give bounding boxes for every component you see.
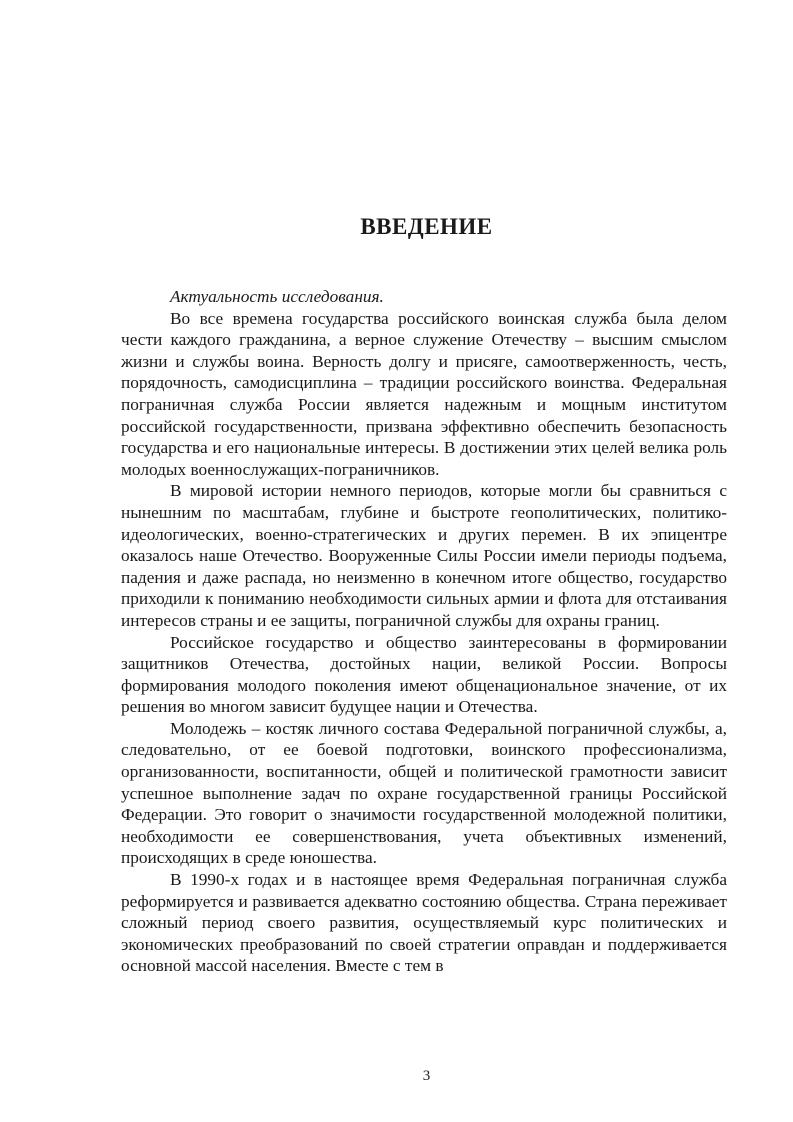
paragraph: В мировой истории немного периодов, которые могли бы сравниться с нынешним по масштабам, глубине и быстроте геополитических, политико-идеологических, военно-стратегических и других перемен. В их эпицентре оказалось наше Отечество. Вооруженные Силы России имели периоды подъема, падения и даже распада, но неизменно в конечном итоге общество, государство приходили к пониманию необходимости сильных армии и флота для отстаивания интересов страны и ее защиты, пограничной службы для охраны границ. <box>121 481 727 630</box>
paragraph: Российское государство и общество заинтересованы в формировании защитников Отечества, достойных нации, великой России. Вопросы формирования молодого поколения имеют общенациональное значение, от их решения во многом зависит будущее нации и Отечества. <box>121 632 727 717</box>
section-subtitle: Актуальность исследования. <box>170 287 384 306</box>
body-text <box>121 286 727 977</box>
paragraph: В 1990-х годах и в настоящее время Федеральная пограничная служба реформируется и развивается адекватно состоянию общества. Страна переживает сложный период своего развития, осуществляемый курс политических и экономических преобразований по своей стратегии оправдан и поддерживается основной массой населения. Вместе с тем в <box>121 870 727 976</box>
paragraph: Во все времена государства российского воинская служба была делом чести каждого гражданина, а верное служение Отечеству – высшим смыслом жизни и службы воина. Верность долгу и присяге, самоотверженность, честь, порядочность, самодисциплина – традиции российского воинства. Федеральная пограничная служба России является надежным и мощным институтом российской государственности, призвана эффективно обеспечить безопасность государства и его национальные интересы. В достижении этих целей велика роль молодых военнослужащих-пограничников. <box>121 308 727 479</box>
paragraph: Молодежь – костяк личного состава Федеральной пограничной службы, а, следовательно, от ее боевой подготовки, воинского профессионализма, организованности, воспитанности, общей и политической грамотности зависит успешное выполнение задач по охране государственной границы Российской Федерации. Это говорит о значимости государственной молодежной политики, необходимости ее совершенствования, учета объективных изменений, происходящих в среде юношества. <box>121 718 727 868</box>
page-number: 3 <box>422 1068 431 1084</box>
page-title: ВВЕДЕНИЕ <box>360 214 493 239</box>
